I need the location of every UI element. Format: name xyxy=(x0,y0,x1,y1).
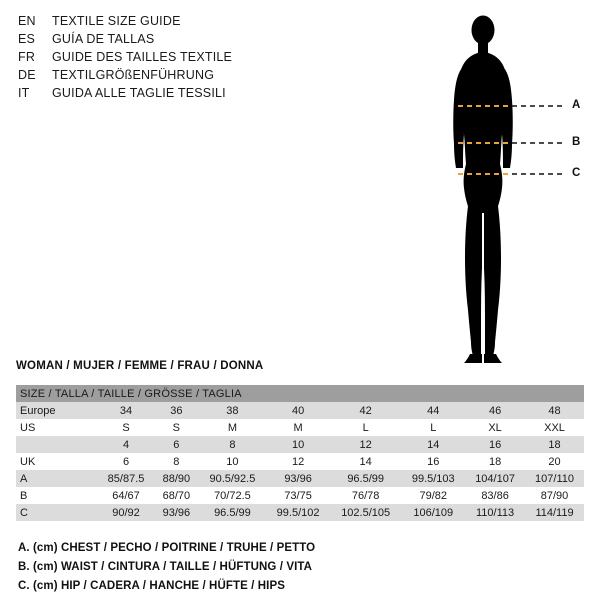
note-chest: A. (cm) CHEST / PECHO / POITRINE / TRUHE / PETTO xyxy=(18,542,316,554)
language-code-de: DE xyxy=(18,68,36,82)
cell-usnum-7: 18 xyxy=(525,436,584,453)
cell-usnum-2: 8 xyxy=(199,436,267,453)
table-header-cell: SIZE / TALLA / TAILLE / GRÖSSE / TAGLIA xyxy=(16,385,584,402)
cell-usnum-4: 12 xyxy=(330,436,401,453)
language-title-es: GUÍA DE TALLAS xyxy=(52,32,155,46)
row-label-us-numeric xyxy=(16,436,98,453)
cell-uk-6: 18 xyxy=(465,453,525,470)
cell-us-1: S xyxy=(154,419,199,436)
cell-us-0: S xyxy=(98,419,154,436)
row-label-b: B xyxy=(16,487,98,504)
cell-usnum-3: 10 xyxy=(266,436,330,453)
cell-europe-5: 44 xyxy=(401,402,465,419)
language-code-it: IT xyxy=(18,86,30,100)
cell-c-1: 93/96 xyxy=(154,504,199,521)
row-label-europe: Europe xyxy=(16,402,98,419)
cell-c-7: 114/119 xyxy=(525,504,584,521)
cell-b-3: 73/75 xyxy=(266,487,330,504)
language-row-fr xyxy=(18,50,318,68)
cell-us-7: XXL xyxy=(525,419,584,436)
cell-b-5: 79/82 xyxy=(401,487,465,504)
cell-uk-2: 10 xyxy=(199,453,267,470)
language-title-fr: GUIDE DES TAILLES TEXTILE xyxy=(52,50,233,64)
silhouette-icon xyxy=(420,8,590,368)
cell-uk-7: 20 xyxy=(525,453,584,470)
cell-usnum-1: 6 xyxy=(154,436,199,453)
language-code-en: EN xyxy=(18,14,36,28)
size-table xyxy=(16,385,584,521)
row-label-uk: UK xyxy=(16,453,98,470)
cell-uk-3: 12 xyxy=(266,453,330,470)
language-row-it xyxy=(18,86,318,104)
cell-us-5: L xyxy=(401,419,465,436)
cell-uk-1: 8 xyxy=(154,453,199,470)
cell-b-7: 87/90 xyxy=(525,487,584,504)
measurement-notes xyxy=(18,542,578,599)
cell-a-4: 96.5/99 xyxy=(330,470,401,487)
cell-us-3: M xyxy=(266,419,330,436)
table-row xyxy=(16,453,584,470)
cell-europe-7: 48 xyxy=(525,402,584,419)
cell-usnum-6: 16 xyxy=(465,436,525,453)
row-label-c: C xyxy=(16,504,98,521)
table-row xyxy=(16,487,584,504)
cell-uk-4: 14 xyxy=(330,453,401,470)
table-group-label: WOMAN / MUJER / FEMME / FRAU / DONNA xyxy=(16,360,264,372)
cell-a-0: 85/87.5 xyxy=(98,470,154,487)
cell-europe-4: 42 xyxy=(330,402,401,419)
measure-mark-a: A xyxy=(572,99,581,111)
table-row xyxy=(16,402,584,419)
row-label-us: US xyxy=(16,419,98,436)
cell-a-3: 93/96 xyxy=(266,470,330,487)
row-label-a: A xyxy=(16,470,98,487)
cell-usnum-0: 4 xyxy=(98,436,154,453)
language-row-en xyxy=(18,14,318,32)
measure-mark-c: C xyxy=(572,167,581,179)
cell-b-1: 68/70 xyxy=(154,487,199,504)
cell-c-4: 102.5/105 xyxy=(330,504,401,521)
language-row-es xyxy=(18,32,318,50)
cell-b-6: 83/86 xyxy=(465,487,525,504)
cell-europe-3: 40 xyxy=(266,402,330,419)
note-waist: B. (cm) WAIST / CINTURA / TAILLE / HÜFTUNG / VITA xyxy=(18,561,313,573)
cell-europe-1: 36 xyxy=(154,402,199,419)
language-title-en: TEXTILE SIZE GUIDE xyxy=(52,14,181,28)
measure-mark-b: B xyxy=(572,136,581,148)
cell-c-3: 99.5/102 xyxy=(266,504,330,521)
cell-europe-0: 34 xyxy=(98,402,154,419)
cell-a-5: 99.5/103 xyxy=(401,470,465,487)
cell-usnum-5: 14 xyxy=(401,436,465,453)
table-header-row xyxy=(16,385,584,402)
cell-a-1: 88/90 xyxy=(154,470,199,487)
cell-c-2: 96.5/99 xyxy=(199,504,267,521)
table-row xyxy=(16,436,584,453)
language-code-fr: FR xyxy=(18,50,36,64)
cell-europe-6: 46 xyxy=(465,402,525,419)
cell-a-2: 90.5/92.5 xyxy=(199,470,267,487)
cell-b-4: 76/78 xyxy=(330,487,401,504)
language-title-de: TEXTILGRÖßENFÜHRUNG xyxy=(52,68,215,82)
language-row-de xyxy=(18,68,318,86)
language-title-it: GUIDA ALLE TAGLIE TESSILI xyxy=(52,86,226,100)
cell-c-6: 110/113 xyxy=(465,504,525,521)
female-silhouette-figure xyxy=(420,8,590,368)
table-row xyxy=(16,504,584,521)
cell-c-5: 106/109 xyxy=(401,504,465,521)
table-row xyxy=(16,470,584,487)
cell-b-2: 70/72.5 xyxy=(199,487,267,504)
table-row xyxy=(16,419,584,436)
cell-europe-2: 38 xyxy=(199,402,267,419)
cell-uk-5: 16 xyxy=(401,453,465,470)
cell-uk-0: 6 xyxy=(98,453,154,470)
note-hip: C. (cm) HIP / CADERA / HANCHE / HÜFTE / HIPS xyxy=(18,580,286,592)
cell-us-6: XL xyxy=(465,419,525,436)
language-code-es: ES xyxy=(18,32,36,46)
cell-a-7: 107/110 xyxy=(525,470,584,487)
cell-b-0: 64/67 xyxy=(98,487,154,504)
cell-us-4: L xyxy=(330,419,401,436)
cell-a-6: 104/107 xyxy=(465,470,525,487)
cell-us-2: M xyxy=(199,419,267,436)
language-header-block xyxy=(18,14,318,104)
cell-c-0: 90/92 xyxy=(98,504,154,521)
